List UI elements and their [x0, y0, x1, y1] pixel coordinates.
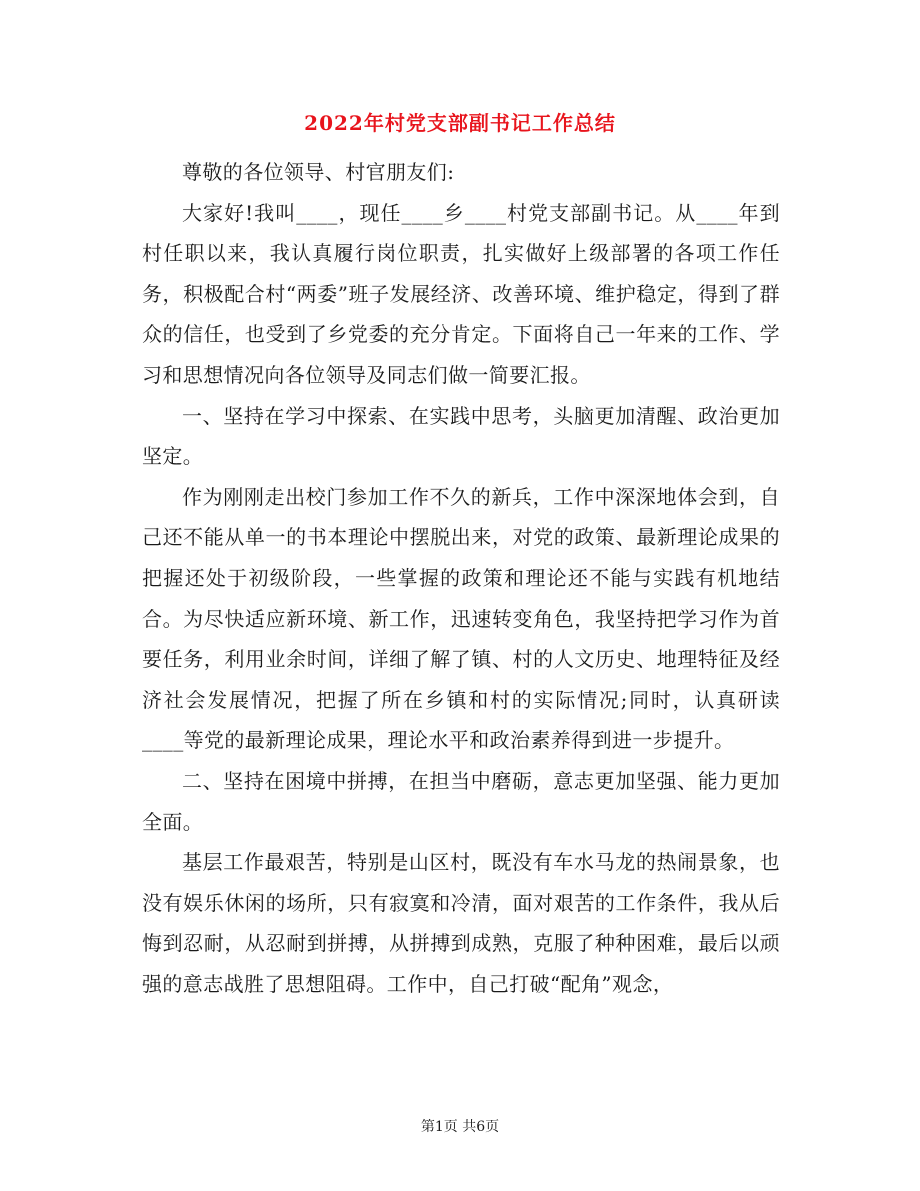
document-body	[142, 152, 780, 1004]
section-heading-2: 二、坚持在困境中拼搏，在担当中磨砺，意志更加坚强、能力更加全面。	[142, 768, 780, 834]
section-2-paragraph: 基层工作最艰苦，特别是山区村，既没有车水马龙的热闹景象，也没有娱乐休闲的场所，只有寂寞和冷清，面对艰苦的工作条件，我从后悔到忍耐，从忍耐到拼搏，从拼搏到成熟，克服了种种困难，最后以顽强的意志战胜了思想阻碍。工作中，自己打破“配角”观念，	[142, 850, 780, 996]
salutation-paragraph: 尊敬的各位领导、村官朋友们:	[182, 160, 455, 184]
section-heading-1: 一、坚持在学习中探索、在实践中思考，头脑更加清醒、政治更加坚定。	[142, 403, 780, 469]
intro-paragraph: 大家好!我叫____，现任____乡____村党支部副书记。从____年到村任职以来，我认真履行岗位职责，扎实做好上级部署的各项工作任务，积极配合村“两委”班子发展经济、改善环境、维护稳定，得到了群众的信任，也受到了乡党委的充分肯定。下面将自己一年来的工作、学习和思想情况向各位领导及同志们做一简要汇报。	[142, 200, 780, 387]
section-1-paragraph: 作为刚刚走出校门参加工作不久的新兵，工作中深深地体会到，自己还不能从单一的书本理论中摆脱出来，对党的政策、最新理论成果的把握还处于初级阶段，一些掌握的政策和理论还不能与实践有机地结合。为尽快适应新环境、新工作，迅速转变角色，我坚持把学习作为首要任务，利用业余时间，详细了解了镇、村的人文历史、地理特征及经济社会发展情况，把握了所在乡镇和村的实际情况;同时，认真研读____等党的最新理论成果，理论水平和政治素养得到进一步提升。	[142, 484, 780, 753]
document-title: 2022年村党支部副书记工作总结	[304, 111, 616, 135]
page-number-footer: 第1页 共6页	[420, 1119, 500, 1135]
